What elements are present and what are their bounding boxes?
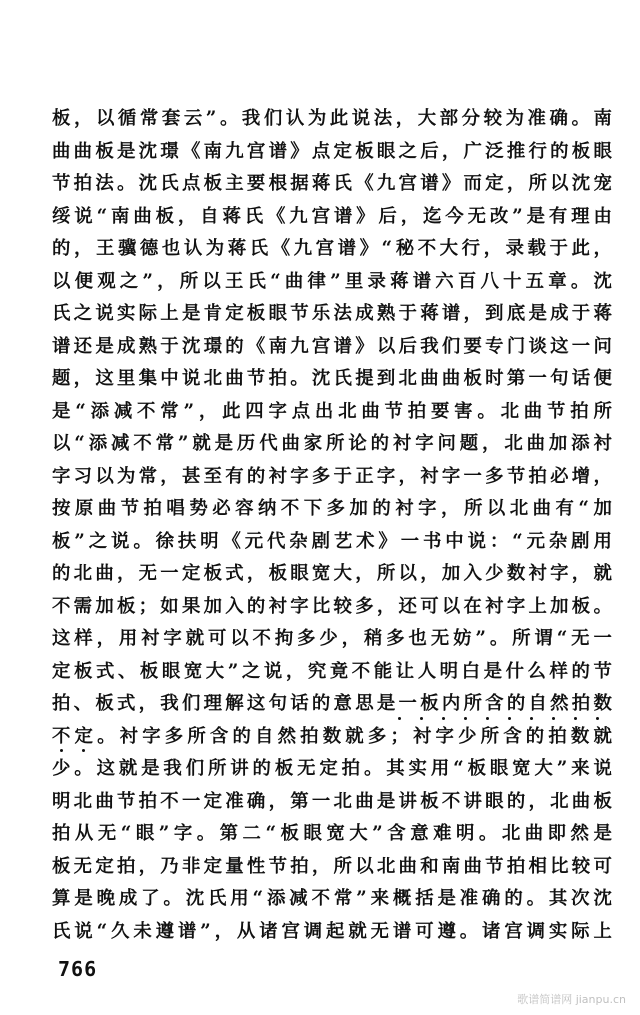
text-line: 曲曲板是沈璟《南九宫谱》点定板眼之后，广泛推行的板眼 (52, 140, 612, 162)
text-line: 板”之说。徐扶明《元代杂剧艺术》一书中说：“元杂剧用 (52, 530, 612, 552)
text-line: 题，这里集中说北曲节拍。沈氏提到北曲曲板时第一句话便 (52, 368, 612, 389)
page-number: 766 (58, 957, 98, 981)
text-line: 氏说“久未遵谱”，从诸宫调起就无谱可遵。诸宫调实际上 (52, 920, 612, 942)
text-line: 是“添减不常”，此四字点出北曲节拍要害。北曲节拍所 (52, 400, 612, 422)
text-line: 不需加板；如果加入的衬字比较多，还可以在衬字上加板。 (52, 595, 612, 617)
body-text (52, 103, 612, 948)
text-line: 以便观之”，所以王氏“曲律”里录蒋谱六百八十五章。沈 (52, 270, 612, 292)
text-line: 的，王骥德也认为蒋氏《九宫谱》“秘不大行，录载于此， (52, 238, 612, 259)
text-line: 字习以为常，甚至有的衬字多于正字，衬字一多节拍必增， (52, 465, 612, 487)
text-line: 氏之说实际上是肯定板眼节乐法成熟于蒋谱，到底是成于蒋 (52, 303, 612, 324)
text-line: 谱还是成熟于沈璟的《南九宫谱》以后我们要专门谈这一问 (52, 335, 612, 357)
text-line: 明北曲节拍不一定准确，第一北曲是讲板不讲眼的，北曲板 (52, 790, 612, 812)
text-line: 以“添减不常”就是历代曲家所论的衬字问题，北曲加添衬 (52, 433, 612, 454)
text-line: 的北曲，无一定板式，板眼宽大，所以，加入少数衬字，就 (52, 563, 612, 584)
text-line: 拍从无“眼”字。第二“板眼宽大”含意难明。北曲即然是 (52, 823, 612, 844)
text-line: 定板式、板眼宽大”之说，究竟不能让人明白是什么样的节 (52, 660, 612, 682)
text-line: 不定。衬字多所含的自然拍数就多；衬字少所含的拍数就 (52, 725, 612, 747)
watermark: 歌谱简谱网 jianpu.cn (517, 993, 626, 1006)
text-line: 节拍法。沈氏点板主要根据蒋氏《九宫谱》而定，所以沈宠 (52, 173, 612, 194)
text-line: 算是晚成了。沈氏用“添减不常”来概括是准确的。其次沈 (52, 888, 612, 909)
text-line: 板无定拍，乃非定量性节拍，所以北曲和南曲节拍相比较可 (52, 855, 612, 877)
text-line: 绥说“南曲板，自蒋氏《九宫谱》后，迄今无改”是有理由 (52, 205, 612, 227)
text-line: 板，以循常套云”。我们认为此说法，大部分较为准确。南 (52, 108, 612, 129)
text-line: 这样，用衬字就可以不拘多少，稍多也无妨”。所谓“无一 (52, 628, 612, 649)
text-line: 拍、板式，我们理解这句话的意思是一板内所含的自然拍数 (52, 693, 612, 714)
text-line: 少。这就是我们所讲的板无定拍。其实用“板眼宽大”来说 (52, 758, 612, 779)
text-line: 按原曲节拍唱势必容纳不下多加的衬字，所以北曲有“加 (52, 498, 612, 519)
